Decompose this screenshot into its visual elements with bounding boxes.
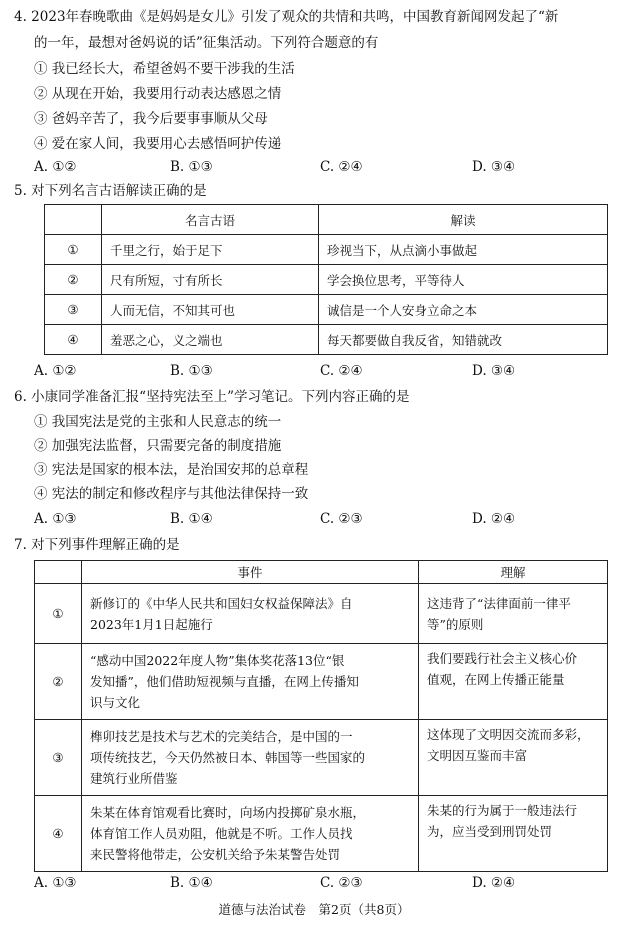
saying-cell: 尺有所短，寸有所长	[102, 265, 319, 295]
q6-item: ② 加强宪法监督，只需要完备的制度措施	[34, 438, 282, 454]
event-line: 建筑行业所借鉴	[90, 771, 178, 786]
table-row	[35, 644, 608, 720]
event-cell	[82, 720, 419, 796]
row-number: ②	[45, 265, 102, 295]
meaning-cell	[419, 796, 608, 872]
meaning-line: 朱某的行为属于一般违法行	[427, 803, 578, 818]
q7-header-num	[35, 561, 82, 584]
event-line: 发知播”，他们借助短视频与直播，在网上传播知	[90, 674, 359, 689]
q4-option-d: D. ③④	[472, 159, 516, 175]
q6-item: ③ 宪法是国家的根本法，是治国安邦的总章程	[34, 462, 309, 478]
q7-table	[34, 560, 608, 872]
meaning-line: 文明因互鉴而丰富	[427, 748, 528, 763]
q6-option-b: B. ①④	[170, 511, 213, 527]
q7-option-d: D. ②④	[472, 875, 516, 891]
table-row	[45, 265, 608, 295]
row-number: ③	[45, 295, 102, 325]
saying-cell: 千里之行，始于足下	[102, 235, 319, 265]
q4-option-b: B. ①③	[170, 159, 213, 175]
meaning-cell	[419, 584, 608, 644]
meaning-line: 这违背了“法律面前一律平	[427, 595, 571, 611]
q4-item: ① 我已经长大，希望爸妈不要干涉我的生活	[34, 61, 295, 77]
q5-header-meaning: 解读	[319, 205, 608, 235]
event-line: 榫卯技艺是技术与艺术的完美结合，是中国的一	[90, 729, 353, 744]
q5-header-saying: 名言古语	[102, 205, 319, 235]
q7-option-b: B. ①④	[170, 875, 213, 891]
table-row	[35, 584, 608, 644]
event-line: 识与文化	[90, 695, 141, 710]
event-line: 2023年1月1日起施行	[90, 616, 213, 632]
q6-item: ① 我国宪法是党的主张和人民意志的统一	[34, 414, 282, 430]
event-cell	[82, 796, 419, 872]
saying-cell: 羞恶之心，义之端也	[102, 325, 319, 355]
q7-option-a: A. ①③	[34, 875, 77, 891]
q4-item: ④ 爱在家人间，我要用心去感悟呵护传递	[34, 136, 282, 152]
q5-option-a: A. ①②	[34, 363, 77, 379]
event-line: 朱某在体育馆观看比赛时，向场内投掷矿泉水瓶，	[90, 805, 366, 820]
q4-option-a: A. ①②	[34, 159, 77, 175]
q6-option-d: D. ②④	[472, 511, 516, 527]
q6-option-a: A. ①③	[34, 511, 77, 527]
meaning-line: 我们要践行社会主义核心价	[427, 651, 578, 666]
meaning-cell: 每天都要做自我反省，知错就改	[319, 325, 608, 355]
row-number: ②	[35, 644, 82, 720]
q4-item: ② 从现在开始，我要用行动表达感恩之情	[34, 86, 282, 102]
meaning-line: 等”的原则	[427, 616, 484, 632]
table-row	[45, 295, 608, 325]
meaning-cell	[419, 720, 608, 796]
row-number: ①	[35, 584, 82, 644]
q7-option-c: C. ②③	[320, 875, 363, 891]
meaning-cell: 学会换位思考，平等待人	[319, 265, 608, 295]
row-number: ③	[35, 720, 82, 796]
event-cell	[82, 584, 419, 644]
saying-cell: 人而无信，不知其可也	[102, 295, 319, 325]
q5-table	[44, 204, 608, 355]
meaning-line: 这体现了文明因交流而多彩，	[427, 727, 590, 742]
event-line: 项传统技艺，今天仍然被日本、韩国等一些国家的	[90, 750, 366, 765]
q5-option-b: B. ①③	[170, 363, 213, 379]
meaning-cell	[419, 644, 608, 720]
q7-header-event: 事件	[82, 561, 419, 584]
meaning-cell: 诚信是一个人安身立命之本	[319, 295, 608, 325]
event-line: 来民警将他带走，公安机关给予朱某警告处罚	[90, 847, 341, 862]
event-line: “感动中国2022年度人物”集体奖花落13位“银	[90, 653, 345, 668]
q4-stem-line2: 的一年，最想对爸妈说的话”征集活动。下列符合题意的有	[34, 35, 379, 51]
table-row	[45, 325, 608, 355]
meaning-line: 为，应当受到刑罚处罚	[427, 824, 553, 839]
table-row	[35, 720, 608, 796]
q5-option-c: C. ②④	[320, 363, 363, 379]
q6-item: ④ 宪法的制定和修改程序与其他法律保持一致	[34, 486, 309, 502]
row-number: ④	[45, 325, 102, 355]
q6-stem: 6. 小康同学准备汇报“坚持宪法至上”学习笔记。下列内容正确的是	[14, 389, 410, 405]
q4-option-c: C. ②④	[320, 159, 363, 175]
meaning-line: 值观，在网上传播正能量	[427, 672, 565, 687]
q4-stem-line1: 4. 2023年春晚歌曲《是妈妈是女儿》引发了观众的共情和共鸣，中国教育新闻网发起了“新	[14, 9, 559, 25]
meaning-cell: 珍视当下，从点滴小事做起	[319, 235, 608, 265]
row-number: ④	[35, 796, 82, 872]
event-line: 新修订的《中华人民共和国妇女权益保障法》自	[90, 595, 353, 611]
q7-stem: 7. 对下列事件理解正确的是	[14, 537, 180, 553]
event-line: 体育馆工作人员劝阻，他就是不听。工作人员找	[90, 826, 353, 841]
q6-option-c: C. ②③	[320, 511, 363, 527]
page-footer: 道德与法治试卷 第2页（共8页）	[218, 902, 410, 917]
event-cell	[82, 644, 419, 720]
table-row	[35, 796, 608, 872]
table-row	[45, 235, 608, 265]
q7-header-meaning: 理解	[419, 561, 608, 584]
q5-option-d: D. ③④	[472, 363, 516, 379]
q5-stem: 5. 对下列名言古语解读正确的是	[14, 183, 207, 199]
q4-item: ③ 爸妈辛苦了，我今后要事事顺从父母	[34, 111, 268, 127]
q5-header-num	[45, 205, 102, 235]
row-number: ①	[45, 235, 102, 265]
